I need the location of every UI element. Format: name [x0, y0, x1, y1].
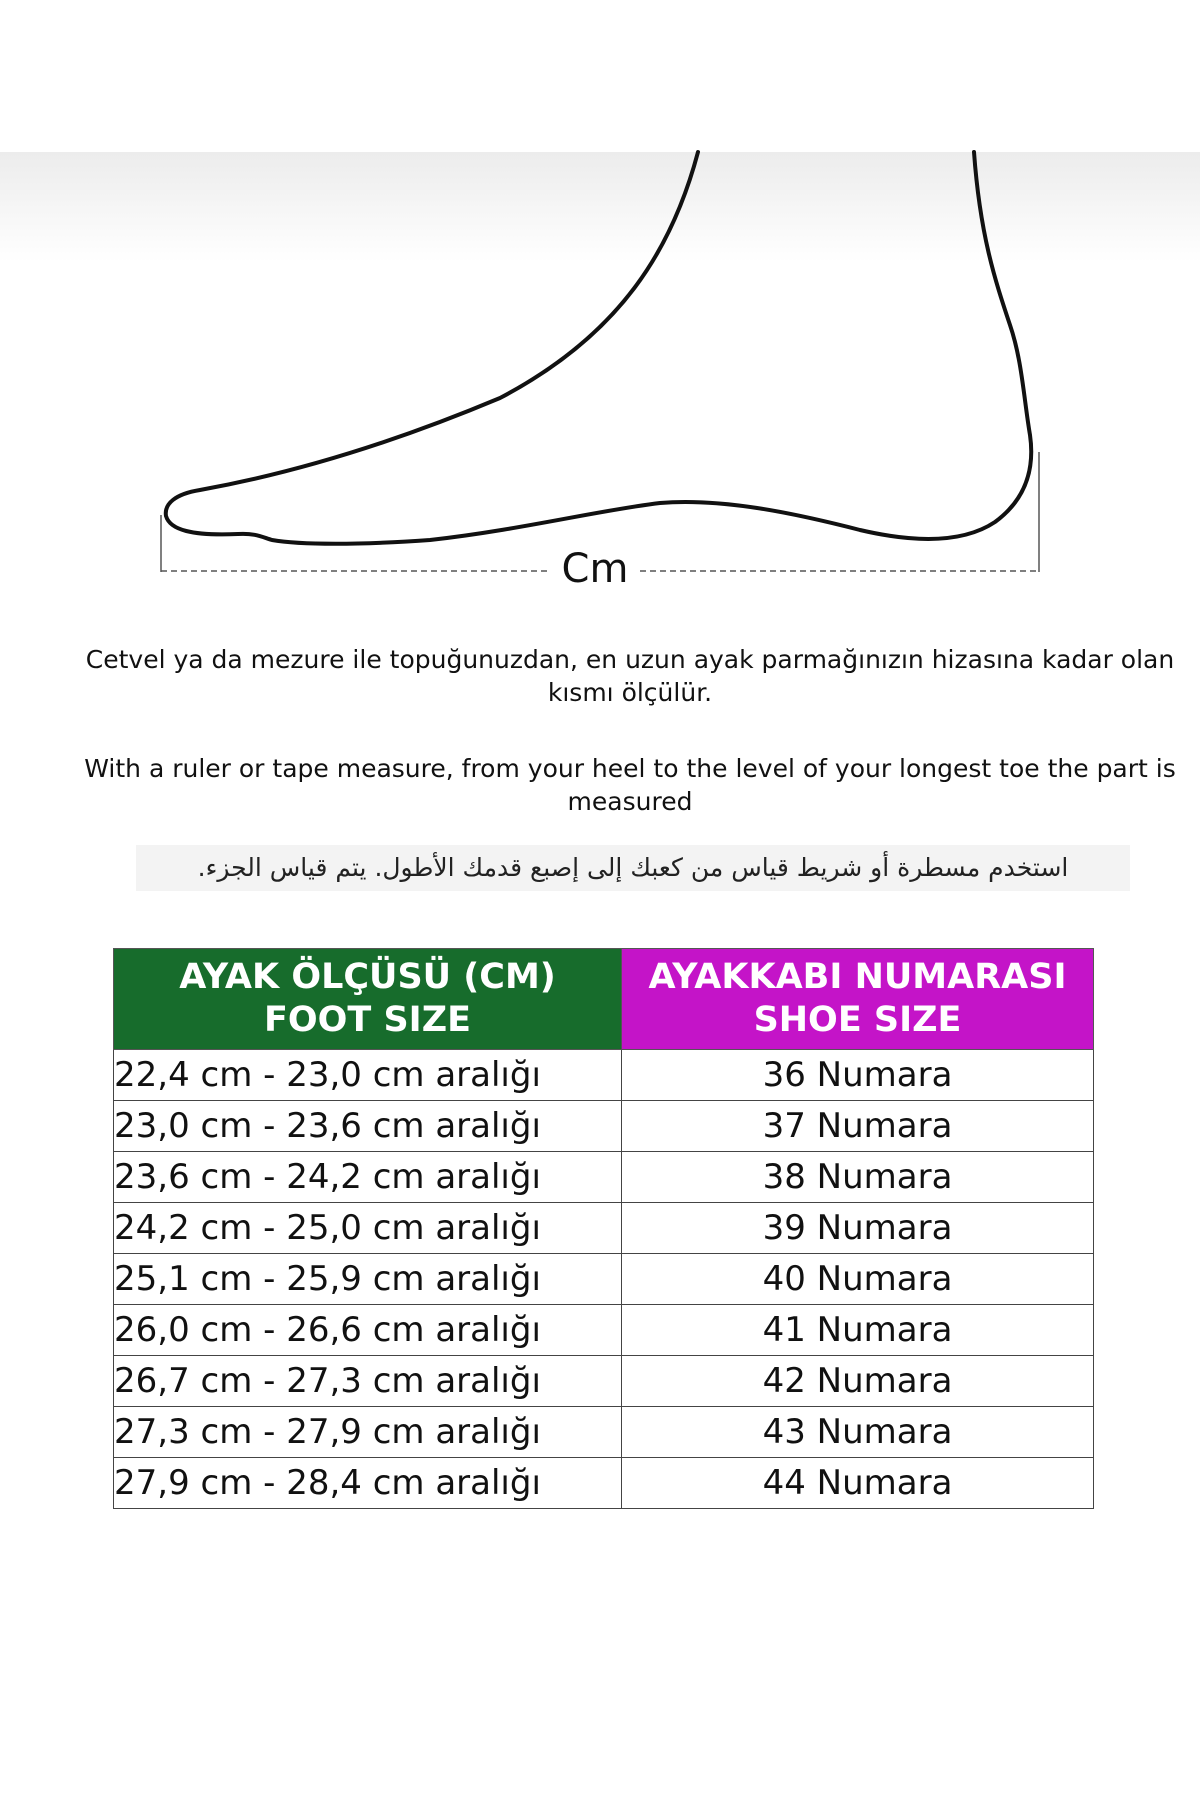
shoe-size-header-line2: SHOE SIZE — [753, 1000, 962, 1040]
table-row — [114, 1458, 1094, 1509]
table-row — [114, 1101, 1094, 1152]
shoe-size-header-line1: AYAKKABI NUMARASI — [648, 957, 1067, 997]
shoe-size-cell: 44 Numara — [622, 1458, 1094, 1509]
foot-range-cell: 27,3 cm - 27,9 cm aralığı — [114, 1407, 622, 1458]
shoe-size-cell: 40 Numara — [622, 1254, 1094, 1305]
table-row — [114, 1050, 1094, 1101]
shoe-size-cell: 41 Numara — [622, 1305, 1094, 1356]
table-row — [114, 1356, 1094, 1407]
instruction-turkish: Cetvel ya da mezure ile topuğunuzdan, en uzun ayak parmağınızın hizasına kadar olan kısmı ölçülür. — [85, 645, 1175, 707]
table-row — [114, 1203, 1094, 1254]
foot-diagram — [0, 0, 1200, 600]
table-row — [114, 1305, 1094, 1356]
foot-range-cell: 26,7 cm - 27,3 cm aralığı — [114, 1356, 622, 1407]
shoe-size-cell: 43 Numara — [622, 1407, 1094, 1458]
table-row — [114, 1152, 1094, 1203]
instruction-arabic: استخدم مسطرة أو شريط قياس من كعبك إلى إصبع قدمك الأطول. يتم قياس الجزء. — [136, 845, 1130, 891]
shoe-size-cell: 38 Numara — [622, 1152, 1094, 1203]
table-row — [114, 1254, 1094, 1305]
foot-range-cell: 27,9 cm - 28,4 cm aralığı — [114, 1458, 622, 1509]
foot-range-cell: 26,0 cm - 26,6 cm aralığı — [114, 1305, 622, 1356]
foot-range-cell: 23,0 cm - 23,6 cm aralığı — [114, 1101, 622, 1152]
shoe-size-cell: 36 Numara — [622, 1050, 1094, 1101]
foot-range-cell: 22,4 cm - 23,0 cm aralığı — [114, 1050, 622, 1101]
table-row — [114, 1407, 1094, 1458]
shoe-size-cell: 42 Numara — [622, 1356, 1094, 1407]
foot-size-header-line1: AYAK ÖLÇÜSÜ (CM) — [179, 957, 556, 997]
foot-range-cell: 24,2 cm - 25,0 cm aralığı — [114, 1203, 622, 1254]
shoe-size-header — [622, 949, 1094, 1050]
foot-range-cell: 23,6 cm - 24,2 cm aralığı — [114, 1152, 622, 1203]
instruction-english: With a ruler or tape measure, from your heel to the level of your longest toe the part is measured — [84, 754, 1176, 816]
measure-label: Cm — [555, 545, 635, 593]
size-chart-table — [113, 948, 1094, 1509]
table-header-row — [114, 949, 1094, 1050]
foot-range-cell: 25,1 cm - 25,9 cm aralığı — [114, 1254, 622, 1305]
shoe-size-cell: 39 Numara — [622, 1203, 1094, 1254]
foot-size-header — [114, 949, 622, 1050]
foot-outline — [166, 152, 1031, 544]
shoe-size-cell: 37 Numara — [622, 1101, 1094, 1152]
foot-size-header-line2: FOOT SIZE — [264, 1000, 471, 1040]
